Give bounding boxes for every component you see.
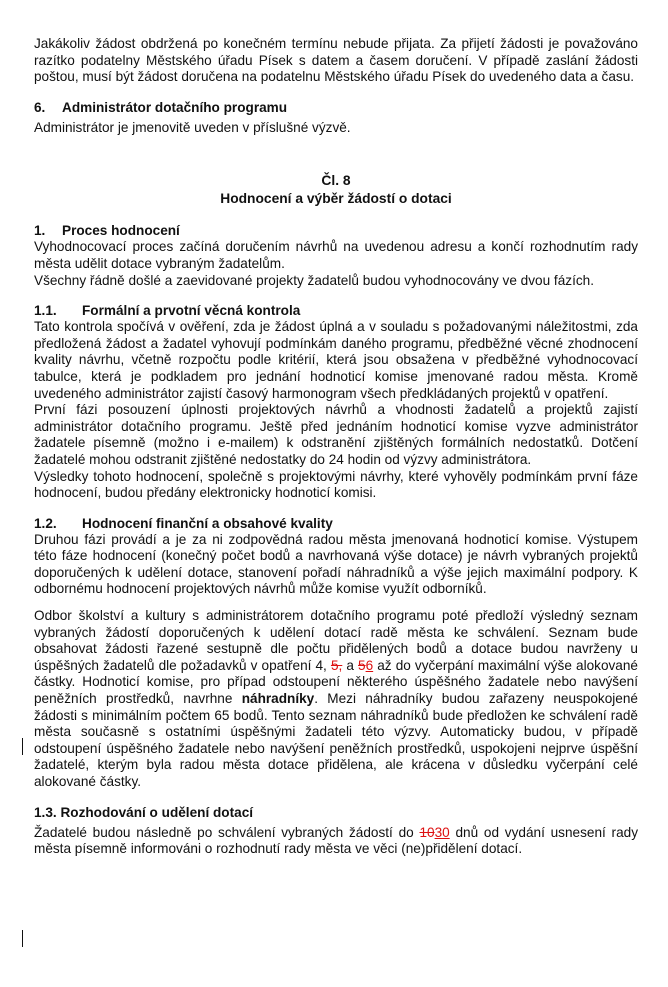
section-1-3-paragraph: Žadatelé budou následně po schválení vybraných žádostí do 1030 dnů od vydání usnesení rady města písemně informováni o rozhodnutí rady města ve věci (ne)přidělení dotací.	[34, 824, 638, 857]
section-1-2-paragraph: Odbor školství a kultury s administrátorem dotačního programu poté předloží výsledný seznam vybraných žádostí doporučených k udělení dotací radě města ke schválení. Seznam bude obsahovat žádosti řazené sestupně dle počtu přidělených bodů a dotace budou navrženy u úspěšných žadatelů dle požadavků v opatření 4, 5, a 56 až do vyčerpání maximální výše alokované částky. Hodnoticí komise, pro případ odstoupení některého úspěšného žadatele nebo navýšení peněžních prostředků, navrhne náhradníky. Mezi náhradníky budou zařazeny neuspokojené žádosti s minimálním počtem 65 bodů. Tento seznam náhradníků bude předložen ke schválení radě města současně s ostatními úspěšnými žadateli této výzvy. Automaticky budou, v případě odstoupení úspěšného žadatele nebo navýšení peněžních prostředků, uspokojeni nejprve úspěšní žadatelé, kterým byla radou města dotace přidělena, ale krácena v důsledku vyčerpání celé alokované částky.	[34, 608, 638, 789]
section-6-heading: 6. Administrátor dotačního programu	[34, 99, 288, 115]
deleted-text: 10	[419, 824, 435, 840]
article-title: Čl. 8	[321, 173, 351, 189]
document-page	[34, 36, 638, 858]
section-6-text: Administrátor je jmenovitě uveden v příslušné výzvě.	[34, 119, 351, 135]
inserted-text: 30	[434, 824, 450, 840]
intro-paragraph: Jakákoliv žádost obdržená po konečném termínu nebude přijata. Za přijetí žádosti je považováno razítko podatelny Městského úřadu Písek s datem a časem doručení. V případě zaslání žádosti poštou, musí být žádost doručena na podatelnu Městského úřadu Písek do uvedeného data a času.	[34, 36, 638, 85]
section-1-1-paragraph: Tato kontrola spočívá v ověření, zda je žádost úplná a v souladu s požadovanými náležitostmi, zda předložená žádost a žadatel vyhovují podmínkám daného programu, předběžné věcné zhodnocení kvality návrhu, včetně rozpočtu podle kritérií, která jsou obsažena v předběžné vyhodnocovací tabulce, která je podkladem pro jednání hodnoticí komise jmenované radou města. Kromě uvedeného administrátor zajistí časový harmonogram všech předkládaných projektů v opatření.	[34, 319, 638, 401]
section-1-2-paragraph: Druhou fázi provádí a je za ni zodpovědná radou města jmenovaná hodnoticí komise. Výstupem této fáze hodnocení (konečný počet bodů a navrhovaná výše dotace) je návrh vybraných projektů doporučených k udělení dotace, stanovení pořadí náhradníků a výše jejich maximální podpory. K odbornému hodnocení projektových návrhů může komise využít odborníků.	[34, 531, 638, 597]
section-1-paragraph: Vyhodnocovací proces začíná doručením návrhů na uvedenou adresu a končí rozhodnutím rady města udělit dotace vybraným žadatelům.	[34, 239, 638, 271]
inserted-text: 6	[365, 657, 374, 673]
change-bar	[22, 738, 23, 755]
deleted-text: 5	[358, 657, 366, 673]
change-bar	[22, 930, 23, 947]
section-1-3-heading: 1.3. Rozhodování o udělení dotací	[34, 804, 254, 820]
section-1-1-heading: 1.1. Formální a prvotní věcná kontrola	[34, 303, 301, 319]
section-1-2-heading: 1.2. Hodnocení finanční a obsahové kvality	[34, 515, 333, 531]
section-1-heading: 1. Proces hodnocení	[34, 223, 180, 239]
section-1-1-paragraph: Výsledky tohoto hodnocení, společně s projektovými návrhy, které vyhověly podmínkám první fáze hodnocení, budou předány elektronicky hodnoticí komisi.	[34, 468, 638, 501]
deleted-text: 5,	[330, 657, 343, 673]
section-1-1-paragraph: První fázi posouzení úplnosti projektových návrhů a vhodnosti žadatelů a projektů zajistí administrátor dotačního programu. Ještě před jednáním hodnoticí komise vyzve administrátor žadatele písemně (možno i e-mailem) k odstranění zjištěných formálních nedostatků. Dotčení žadatelé mohou odstranit zjištěné nedostatky do 24 hodin od výzvy administrátora.	[34, 402, 638, 467]
section-1-paragraph: Všechny řádně došlé a zaevidované projekty žadatelů budou vyhodnocovány ve dvou fázích.	[34, 272, 594, 288]
article-subtitle: Hodnocení a výběr žádostí o dotaci	[220, 191, 452, 207]
